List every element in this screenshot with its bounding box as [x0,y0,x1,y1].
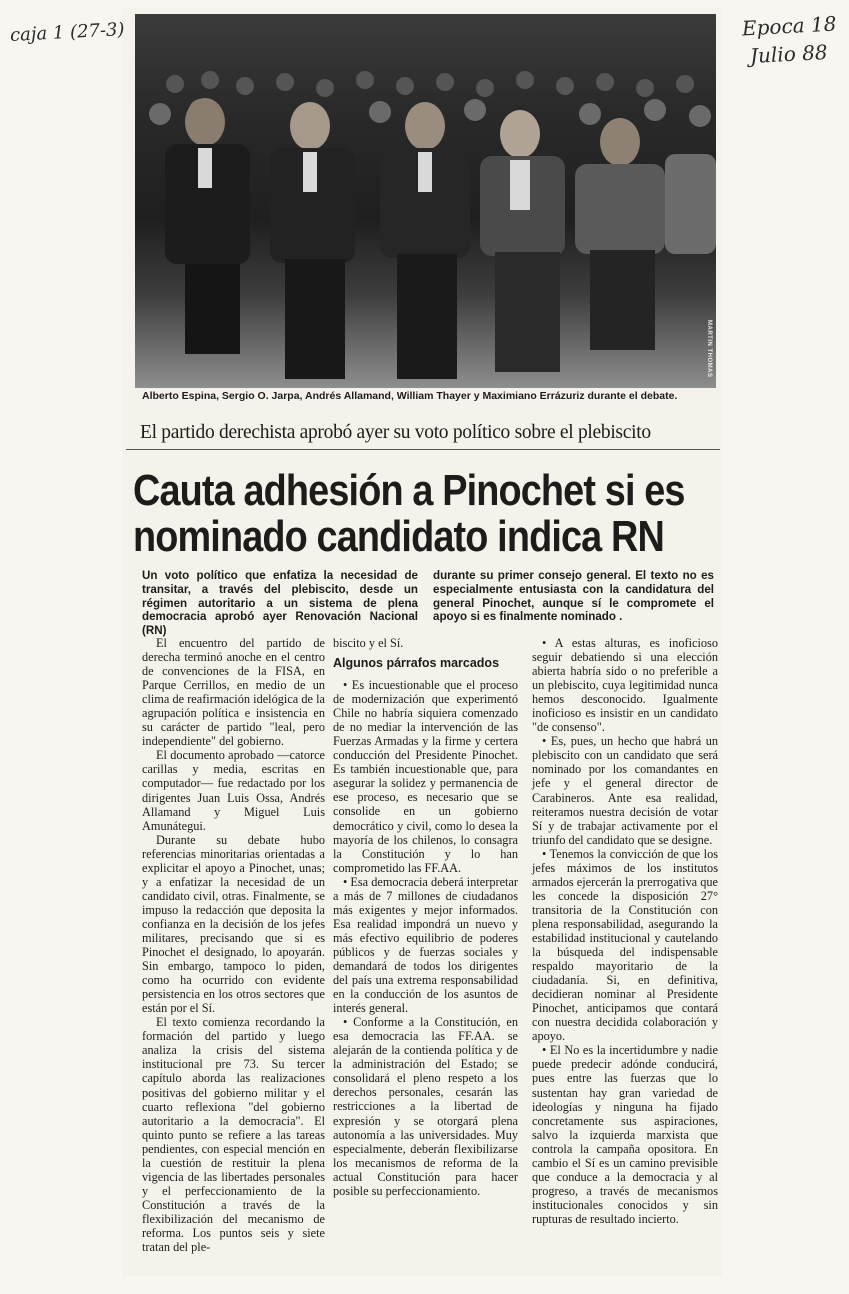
photo-caption: Alberto Espina, Sergio O. Jarpa, Andrés Allamand, William Thayer y Maximiano Errázuriz durante el debate. [142,390,678,402]
audience-illustration [135,14,716,388]
news-photo [135,14,716,388]
paragraph: El documento aprobado —catorce carillas y media, escritas en computador— fue redactado por los dirigentes Juan Luis Ossa, Andrés Allamand y Miguel Luis Amunátegui. [142,748,325,833]
article-column-2 [333,636,518,1198]
paragraph: • Tenemos la convicción de que los jefes máximos de los institutos armados ejercerán la prerrogativa que les concede la disposición 27° transitoria de la Constitución con plena responsabilidad, asegurando la estabilidad institucional y cautelando la búsqueda del indispensable respaldo mayoritario de la ciudadanía. Si, en definitiva, decidieran nominar al Presidente Pinochet, anticipamos que contará con nuestra decidida colaboración y apoyo. [532,846,718,1044]
photo-credit: MARTIN THOMAS [706,320,712,378]
section-subhead: Algunos párrafos marcados [333,656,500,671]
paragraph: Durante su debate hubo referencias minoritarias orientadas a explicitar el apoyo a Pinochet, unas; y a enfatizar la necesidad de un candidato civil, otras. Finalmente, se impuso la redacción que deposita la confianza en la decisión de los jefes militares, precisando que si es Pinochet el designado, lo apoyarán. Sin embargo, tampoco lo piden, como ha ocurrido con evidente persistencia en los otros sectores que están por el Sí. [142,832,325,1016]
article-kicker: El partido derechista aprobó ayer su voto político sobre el plebiscito [140,422,651,443]
handwritten-source-line1: Epoca 18 [741,11,837,41]
headline-line-1: Cauta adhesión a Pinochet si es [133,466,685,515]
article-column-3 [532,636,718,1226]
article-column-1 [142,636,325,1254]
paragraph: • Es, pues, un hecho que habrá un plebiscito con un candidato que será nominado por los comandantes en jefe y el general director de Carabineros. Ante esa realidad, reiteramos nuestra decisión de votar Sí y de trabajar activamente por el triunfo del candidato que se designe. [532,734,718,847]
paragraph: • Conforme a la Constitución, en esa democracia las FF.AA. se alejarán de la contienda política y de la administración del Estado; se consolidará el pleno respeto a los derechos personales, cesarán las restricciones a la libertad de expresión y se otorgará plena autonomía a las universidades. Muy especialmente, deberán flexibilizarse los mecanismos de reforma de la actual Constitución para hacer posible su perfeccionamiento. [333,1015,518,1198]
lead-paragraph-left: Un voto político que enfatiza la necesidad de transitar, a través del plebiscito, desde un régimen autoritario a un sistema de plena democracia aprobó ayer Renovación Nacional (RN) [142,569,418,638]
handwritten-source-line2: Julio 88 [749,39,829,69]
article-headline [133,466,685,561]
kicker-divider [126,449,720,450]
lead-paragraph-right: durante su primer consejo general. El texto no es especialmente entusiasta con la candidatura del general Pinochet, aunque sí le compromete el apoyo si es finalmente nominado . [433,569,714,624]
headline-line-2: nominado candidato indica RN [133,512,664,561]
handwritten-archive-note: caja 1 (27-3) [9,19,125,46]
paragraph: biscito y el Sí. [333,636,404,650]
paragraph: • A estas alturas, es inoficioso seguir debatiendo si una elección abierta habría sido o no preferible a un plebiscito, cuya legitimidad nunca hemos desconocido. Igualmente inoficioso es insistir en un candidato "de consenso". [532,636,718,735]
paragraph: • Esa democracia deberá interpretar a más de 7 millones de ciudadanos más exigentes y mejor informados. Esa realidad impondrá un nuevo y más efectivo equilibrio de poderes públicos y de fuerzas sociales y demandará de todos los dirigentes del país una extrema responsabilidad en la conducción de los asuntos de interés general. [333,874,518,1016]
paragraph: El encuentro del partido de derecha terminó anoche en el centro de convenciones de la FISA, en Parque Cerrillos, en medio de un clima de reafirmación idelógica de la agrupación política e insistencia en su carácter de partido "leal, pero independiente" del gobierno. [142,636,325,749]
paragraph: • Es incuestionable que el proceso de modernización que experimentó Chile no habría siquiera comenzado de no mediar la intervención de las Fuerzas Armadas y la firme y certera conducción del Presidente Pinochet. Es también incuestionable que, para asegurar la solidez y permanencia de ese proceso, es necesario que se consolide en un gobierno democrático y civil, como lo desea la mayoría de los chilenos, lo consagra la Constitución y lo han comprometido las FF.AA. [333,678,518,875]
paragraph: El texto comienza recordando la formación del partido y luego analiza la crisis del sistema institucional pre 73. Su tercer capítulo aborda las realizaciones positivas del gobierno militar y el cuarto reflexiona "del gobierno autoritario a la democracia". El quinto punto se refiere a las tareas pendientes, con especial mención en la cuestión de restituir la plena vigencia de las libertades personales y el perfeccionamiento de la Constitución a través de la flexibilización del mecanismo de reforma. Los puntos seis y siete tratan del ple- [142,1015,325,1255]
paragraph: • El No es la incertidumbre y nadie puede predecir adónde conducirá, pues entre las fuerzas que lo sustentan hay gran variedad de ideologías y ninguna ha fijado concretamente sus aspiraciones, salvo la izquierda marxista que controla la campaña opositora. En cambio el Sí es un camino previsible que conduce a la democracia y al progreso, a través de mecanismos institucionales conocidos y sin rupturas de resultado incierto. [532,1043,718,1226]
